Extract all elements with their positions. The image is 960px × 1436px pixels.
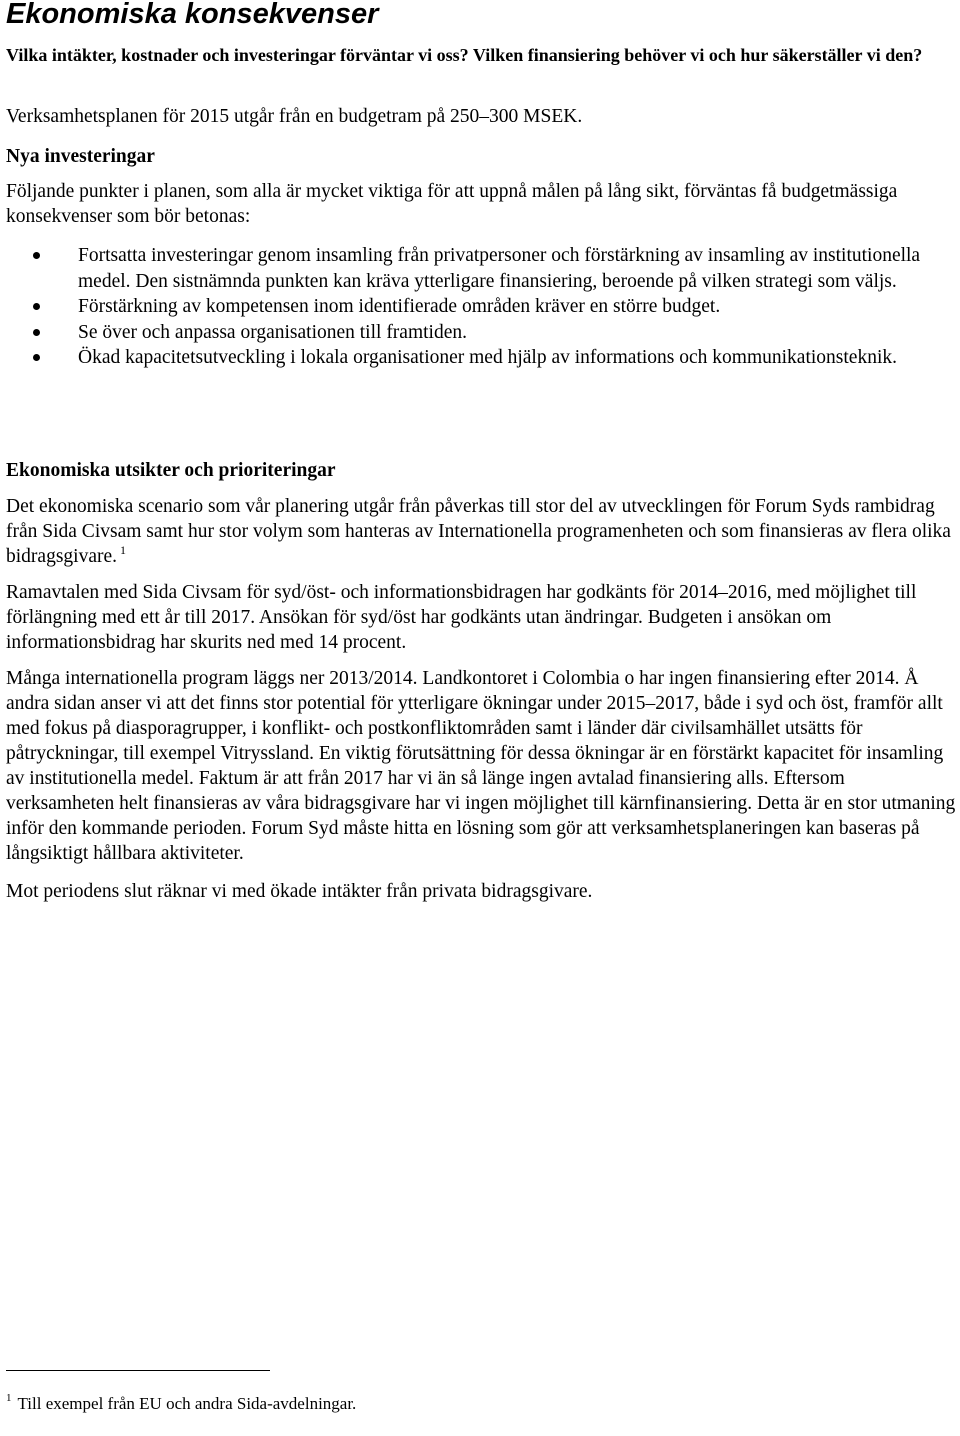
list-item xyxy=(6,294,956,320)
outlook-heading: Ekonomiska utsikter och prioriteringar xyxy=(6,460,336,481)
outlook-paragraph-1-text: Det ekonomiska scenario som vår planering utgår från påverkas till stor del av utvecklingen för Forum Syds rambidrag från Sida Civsam samt hur stor volym som hanteras av Internationella programenheten och som finansieras av flera olika bidragsgivare. xyxy=(6,496,951,567)
investment-bullet-list xyxy=(6,243,956,371)
outlook-paragraph-4: Mot periodens slut räknar vi med ökade intäkter från privata bidragsgivare. xyxy=(6,881,593,902)
plan-statement: Verksamhetsplanen för 2015 utgår från en budgetram på 250–300 MSEK. xyxy=(6,106,583,127)
bullet-text: Förstärkning av kompetensen inom identifierade områden kräver en större budget. xyxy=(78,296,721,317)
footnote-marker: 1 xyxy=(6,1392,12,1404)
list-item xyxy=(6,320,956,346)
footnote-reference[interactable]: 1 xyxy=(120,543,127,557)
bullet-icon xyxy=(33,354,40,361)
outlook-paragraph-2: Ramavtalen med Sida Civsam för syd/öst- och informationsbidragen har godkänts för 2014–2016, med möjlighet till förlängning med ett år till 2017. Ansökan för syd/öst har godkänts utan ändringar. Budgeten i ansökan om informationsbidrag har skurits ned med 14 procent. xyxy=(6,582,917,653)
outlook-paragraph-1 xyxy=(6,494,956,569)
page-title: Ekonomiska konsekvenser xyxy=(6,0,379,30)
footnote-text: Till exempel från EU och andra Sida-avdelningar. xyxy=(17,1394,357,1413)
new-investments-heading: Nya investeringar xyxy=(6,146,155,167)
outlook-paragraph-3: Många internationella program läggs ner 2013/2014. Landkontoret i Colombia o har ingen finansiering efter 2014. Å andra sidan anser vi att det finns stor potential för ytterligare ökningar under 2015–2017, både i syd och öst, framför allt med fokus på diasporagrupper, i konflikt- och postkonfliktområden samt i länder där civilsamhället utsätts för påtryckningar, till exempel Vitryssland. En viktig förutsättning för dessa ökningar är en förstärkt kapacitet för insamling av institutionella medel. Faktum är att från 2017 har vi än så länge ingen avtalad finansiering alls. Eftersom verksamheten helt finansieras av våra bidragsgivare har vi ingen möjlighet till kärnfinansiering. Detta är en stor utmaning inför den kommande perioden. Forum Syd måste hitta en lösning som gör att verksamhetsplaneringen kan baseras på långsiktigt hållbara aktiviteter. xyxy=(6,668,956,864)
bullet-icon xyxy=(33,252,40,259)
intro-question: Vilka intäkter, kostnader och investeringar förväntar vi oss? Vilken finansiering behöver vi och hur säkerställer vi den? xyxy=(6,45,923,65)
bullet-text: Ökad kapacitetsutveckling i lokala organisationer med hjälp av informations och kommunikationsteknik. xyxy=(78,347,897,368)
new-investments-intro: Följande punkter i planen, som alla är mycket viktiga för att uppnå målen på lång sikt, förväntas få budgetmässiga konsekvenser som bör betonas: xyxy=(6,181,898,227)
footnote-divider xyxy=(6,1370,270,1371)
bullet-text: Fortsatta investeringar genom insamling från privatpersoner och förstärkning av insamling av institutionella medel. Den sistnämnda punkten kan kräva ytterligare finansiering, beroende på vilken strategi som väljs. xyxy=(78,245,921,292)
bullet-icon xyxy=(33,303,40,310)
footnote xyxy=(6,1392,356,1416)
bullet-text: Se över och anpassa organisationen till framtiden. xyxy=(78,321,467,343)
bullet-icon xyxy=(33,329,40,336)
list-item xyxy=(6,243,956,294)
list-item xyxy=(6,345,956,371)
